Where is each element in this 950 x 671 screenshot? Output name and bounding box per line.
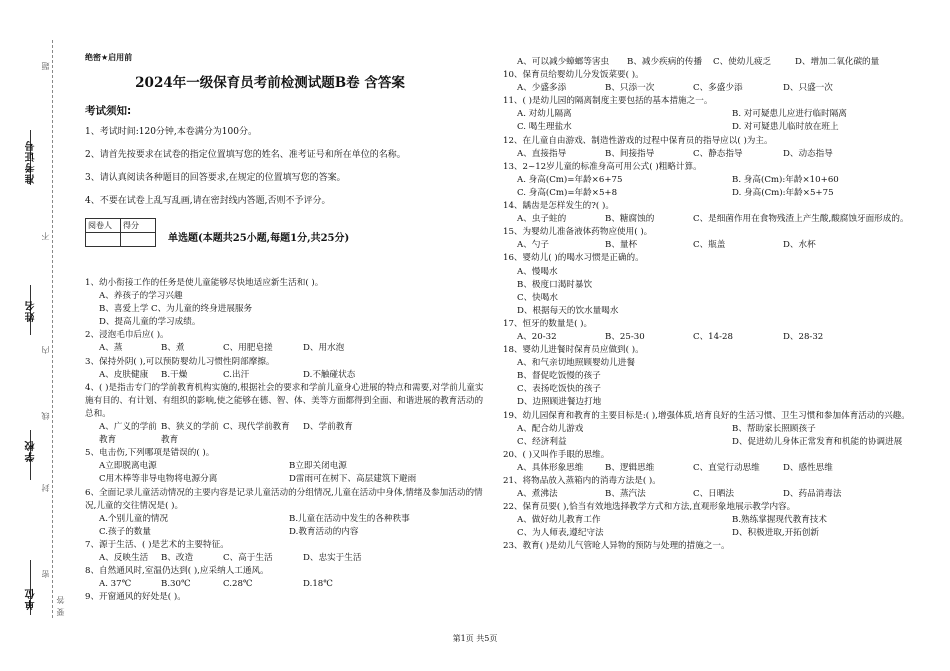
notice-item: 3、请认真阅读各种题目的回答要求,在规定的位置填写您的答案。 — [85, 173, 346, 183]
question-text: 15、为婴幼儿准备液体药物应使用( )。 — [503, 227, 653, 238]
answer-row — [85, 552, 485, 565]
answer-row — [503, 423, 923, 436]
answer-option[interactable]: D、促进幼儿身体正常发育和机能的协调进展 — [732, 436, 903, 447]
question-text: 14、龋齿是怎样发生的?( )。 — [503, 201, 614, 212]
answer-row — [85, 460, 485, 473]
question-item — [503, 501, 923, 540]
answer-row — [85, 473, 485, 486]
answer-option[interactable]: D、用水泡 — [303, 343, 345, 354]
grader-label: 阅卷人 — [86, 219, 121, 233]
answer-option[interactable]: B、间接指导 — [605, 148, 655, 159]
answer-option[interactable]: C、静态指导 — [693, 148, 743, 159]
answer-option[interactable]: A. 37℃ — [99, 579, 132, 590]
secret-mark: 绝密★启用前 — [85, 53, 133, 62]
question-item — [503, 161, 923, 200]
answer-row — [503, 213, 923, 226]
question-item — [503, 318, 923, 344]
notice-item: 2、请首先按要求在试卷的指定位置填写您的姓名、准考证号和所在单位的名称。 — [85, 150, 406, 160]
question-text: 3、保持外阴( ),可以预防婴幼儿习惯性阴部摩擦。 — [85, 356, 275, 367]
answer-option[interactable]: B、煮 — [161, 343, 185, 354]
answer-option[interactable]: D. 对可疑患儿临时放在班上 — [732, 122, 839, 133]
seal-mark: 封 — [41, 484, 50, 492]
right-column — [503, 52, 923, 554]
notice-item: 1、考试时间:120分钟,本卷满分为100分。 — [85, 127, 257, 137]
answer-row — [503, 174, 923, 187]
seal-mark: 内 — [41, 346, 50, 354]
answer-option[interactable]: A、可以减少蟑螂等害虫 — [517, 57, 610, 67]
answer-option[interactable]: C.28℃ — [223, 579, 253, 590]
answer-option[interactable]: A、蒸 — [99, 343, 123, 354]
answer-option[interactable]: A.个别儿童的情况 — [99, 513, 169, 524]
answer-option[interactable]: A、配合幼儿游戏 — [517, 423, 584, 434]
page-footer: 第1页 共5页 — [452, 634, 498, 643]
answer-option[interactable]: D、感性思维 — [783, 462, 833, 473]
answer-option[interactable]: B、减少疾病的传播 — [627, 57, 703, 67]
answer-option[interactable]: B.熟练掌握现代教育技术 — [732, 515, 827, 526]
answer-option[interactable]: D、积极进取,开拓创新 — [732, 528, 819, 539]
answer-row — [85, 369, 485, 382]
question-item — [503, 475, 923, 501]
answer-option[interactable]: C、14-28 — [693, 331, 733, 342]
answer-option[interactable]: C.孩子的数量 — [99, 526, 151, 537]
answer-option[interactable]: C、多盛少添 — [693, 83, 743, 94]
answer-option[interactable]: B、只添一次 — [605, 83, 655, 94]
name-label: 姓名 — [26, 300, 37, 322]
answer-row — [85, 526, 485, 539]
binding-margin — [0, 0, 76, 671]
answer-row — [503, 488, 923, 501]
question-item — [503, 344, 923, 409]
answer-option[interactable]: C、高于生活 — [223, 552, 273, 563]
question-item — [85, 277, 485, 329]
question-text: 6、全面记录儿童活动情况的主要内容是记录儿童活动的分组情况,儿童在活动中身体,情绪及参加活动的情况,儿童的交往情况是( )。 — [85, 487, 483, 511]
answer-option[interactable]: B.30℃ — [161, 579, 191, 590]
question-text: 5、电击伤,下列哪项是错误的( )。 — [85, 448, 215, 459]
question-item — [503, 252, 923, 317]
question-text: 13、2~12岁儿童的标准身高可用公式( )粗略计算。 — [503, 161, 702, 172]
answer-option[interactable]: C、用肥皂搓 — [223, 343, 273, 354]
score-cell[interactable] — [121, 233, 156, 247]
answer-option[interactable]: D、边照顾进餐边打地 — [517, 397, 602, 408]
page-title: 2024年一级保育员考前检测试题B卷 含答案 — [135, 75, 405, 91]
answer-option[interactable]: A立即脱离电源 — [99, 461, 157, 472]
answer-option[interactable]: D、提高儿童的学习成绩。 — [99, 317, 201, 328]
answer-option[interactable]: A. 身高(Cm)=年龄×6+75 — [517, 174, 623, 185]
answer-row — [503, 527, 923, 540]
question-text: 23、教育( )是幼儿气管呛人异物的预防与处理的措施之一。 — [503, 541, 730, 552]
answer-row — [503, 121, 923, 134]
answer-row — [503, 331, 923, 344]
question-item — [503, 95, 923, 134]
answer-row — [503, 514, 923, 527]
answer-option[interactable]: B.干燥 — [161, 369, 188, 380]
answer-option[interactable]: C、是细菌作用在食物残渣上产生酸,酸腐蚀牙面形成的。 — [693, 214, 909, 225]
question-item — [85, 539, 485, 565]
answer-option[interactable]: A、虫子蛀的 — [517, 214, 567, 225]
answer-option[interactable]: C、瓶盖 — [693, 240, 726, 251]
answer-option[interactable]: C、现代学前教育 — [223, 422, 290, 433]
answer-row — [85, 342, 485, 355]
answer-option[interactable]: A、具体形象思维 — [517, 462, 584, 473]
left-column — [85, 52, 485, 604]
answer-option[interactable]: C.出汗 — [223, 369, 250, 380]
answer-option[interactable]: D、动态指导 — [783, 148, 833, 159]
question-text: 21、将物品放入蒸箱内的消毒方法是( )。 — [503, 476, 661, 486]
question-item — [503, 410, 923, 449]
answer-option[interactable]: A、皮肤健康 — [99, 369, 149, 380]
answer-row — [85, 513, 485, 526]
answer-row — [503, 108, 923, 121]
question-item — [503, 449, 923, 475]
answer-option[interactable]: B、改造 — [161, 552, 194, 563]
answer-option[interactable]: A、勺子 — [517, 240, 549, 251]
question-item — [85, 591, 485, 604]
question-text: 11、( )是幼儿园的隔离制度主要包括的基本措施之一。 — [503, 96, 713, 107]
answer-option[interactable]: D.教育活动的内容 — [289, 526, 359, 537]
answer-option[interactable]: A、煮沸法 — [517, 489, 558, 500]
question-text: 22、保育员要( ),恰当有效地选择教学方式和方法,直观形象地展示教学内容。 — [503, 502, 796, 513]
question-text: 4、( )是指击专门的学前教育机构实施的,根据社会的要求和学前儿童身心进展的特点和需要,对学前儿童实施有目的、有计划、有组织的影响,使之能够在德、智、体、美等方面都得到全面、和谐进展的教育活动的总和。 — [85, 382, 484, 419]
answer-option[interactable]: B、逻辑思维 — [605, 462, 655, 473]
answer-option[interactable]: B、极度口渴时暴饮 — [517, 279, 593, 290]
answer-option[interactable]: B、蒸汽法 — [605, 489, 646, 500]
answer-row — [503, 148, 923, 161]
answer-option[interactable]: B、量杯 — [605, 240, 638, 251]
answer-option[interactable]: B、25-30 — [605, 331, 645, 342]
question-item — [503, 226, 923, 252]
answer-option[interactable]: C、表扬吃饭快的孩子 — [517, 384, 601, 395]
answer-row — [85, 578, 485, 591]
answer-option[interactable]: B.儿童在活动中发生的各种秩事 — [289, 513, 410, 524]
answer-option[interactable]: D、增加二氧化碳的量 — [795, 57, 880, 67]
score-table — [85, 218, 156, 247]
answer-option[interactable]: C. 身高(Cm)=年龄×5+8 — [517, 187, 618, 198]
seal-line — [52, 40, 53, 618]
answer-option[interactable]: A、养孩子的学习兴趣 — [99, 291, 183, 302]
answer-option[interactable]: D. 身高(Cm):年龄×5+75 — [732, 187, 834, 198]
answer-option[interactable]: B、狭义的学前教育 — [161, 422, 219, 446]
answer-option[interactable]: B、喜爱上学 C、为儿童的终身进展服务 — [99, 304, 253, 315]
section-title: 单选题(本题共25小题,每题1分,共25分) — [168, 233, 350, 244]
seal-mark: 题 — [41, 62, 50, 70]
seal-mark: 线 — [41, 412, 50, 420]
answer-option[interactable]: B立即关闭电源 — [289, 461, 347, 472]
question-item — [85, 382, 485, 447]
answer-row — [503, 239, 923, 252]
answer-option[interactable]: A、直接指导 — [517, 148, 567, 159]
seal-mark: 要 — [56, 608, 65, 616]
question-item — [85, 447, 485, 486]
school-label: 学校 — [26, 440, 37, 462]
answer-option[interactable]: A、做好幼儿教育工作 — [517, 515, 601, 526]
question-item — [503, 200, 923, 226]
question-item — [503, 540, 923, 553]
score-label: 得分 — [121, 219, 156, 233]
question-text: 1、幼小衔接工作的任务是使儿童能够尽快地适应新生活和( )。 — [85, 278, 324, 288]
answer-option[interactable]: D、28-32 — [783, 331, 824, 342]
question-item — [85, 329, 485, 355]
question-text: 10、保育员给婴幼儿分发饭菜要( )。 — [503, 70, 644, 81]
answer-option[interactable]: B、糖腐蚀的 — [605, 214, 655, 225]
answer-row — [503, 82, 923, 95]
answer-option[interactable]: A、慢喝水 — [517, 266, 558, 277]
answer-option[interactable]: C、日晒法 — [693, 489, 734, 500]
answer-row — [85, 421, 485, 447]
answer-row — [503, 187, 923, 200]
seal-mark: 不 — [41, 232, 50, 240]
answer-option[interactable]: A、少盛多添 — [517, 83, 567, 94]
question-list-left — [85, 277, 485, 604]
answer-option[interactable]: D.不触碰状态 — [303, 369, 356, 380]
question-text: 2、浸泡毛巾后应( )。 — [85, 330, 169, 341]
answer-option[interactable]: C、为人师表,遵纪守法 — [517, 528, 604, 539]
answer-option[interactable]: B、帮助家长照顾孩子 — [732, 423, 816, 434]
answer-option[interactable]: C、直觉行动思维 — [693, 462, 760, 473]
answer-option[interactable]: C、经济利益 — [517, 436, 567, 447]
question-text: 18、婴幼儿进餐时保育员应做到( )。 — [503, 345, 644, 356]
answer-option[interactable]: D、忠实于生活 — [303, 552, 362, 563]
question-text: 16、婴幼儿( )的喝水习惯是正确的。 — [503, 253, 644, 264]
question-text: 17、恒牙的数量是( )。 — [503, 318, 593, 329]
seal-mark: 答 — [56, 596, 65, 604]
question-item — [85, 565, 485, 591]
question-text: 19、幼儿园保育和教育的主要目标是:( ),增强体质,培育良好的生活习惯、卫生习惯和参加体育活动的兴趣。 — [503, 410, 910, 421]
seal-mark: 密 — [41, 570, 50, 578]
exam-no-label: 准考证号 — [26, 140, 37, 184]
answer-option[interactable]: A、反映生活 — [99, 552, 149, 563]
question-text: 7、源于生活、( )是艺术的主要特征。 — [85, 539, 229, 550]
question-text: 8、自然通风时,室温仍达到( ),应采纳人工通风。 — [85, 566, 269, 577]
question-item — [503, 69, 923, 95]
answer-option[interactable]: C、使幼儿疲乏 — [713, 57, 772, 67]
question-item — [85, 356, 485, 382]
answer-row — [503, 462, 923, 475]
answer-row — [503, 56, 923, 69]
answer-option[interactable]: D、学前教育 — [303, 422, 353, 433]
answer-option[interactable]: C、快喝水 — [517, 292, 558, 303]
answer-option[interactable]: D雷雨可在树下、高层建筑下避雨 — [289, 474, 417, 485]
answer-option[interactable]: D、水杯 — [783, 240, 816, 251]
answer-option[interactable]: B、督促吃饭慢的孩子 — [517, 371, 601, 382]
answer-option[interactable]: D、根据每天的饮水量喝水 — [517, 305, 619, 316]
answer-option[interactable]: A、20-32 — [517, 331, 557, 342]
answer-option[interactable]: B. 对可疑患儿应进行临时隔离 — [732, 109, 847, 120]
answer-row — [503, 436, 923, 449]
answer-option[interactable]: A、和气亲切地照顾婴幼儿进餐 — [517, 358, 635, 369]
question-item — [85, 487, 485, 539]
question-item — [503, 135, 923, 161]
answer-option[interactable]: C. 喝生理盐水 — [517, 122, 572, 133]
question-text: 9、开窗通风的好处是( )。 — [85, 592, 186, 603]
question-list-right — [503, 56, 923, 554]
answer-option[interactable]: C用木棒等非导电物将电源分离 — [99, 474, 218, 485]
answer-option[interactable]: B. 身高(Cm):年龄×10+60 — [732, 174, 839, 185]
grader-cell[interactable] — [86, 233, 121, 247]
answer-option[interactable]: D、药品消毒法 — [783, 489, 842, 500]
notice-item: 4、不要在试卷上乱写乱画,请在密封线内答题,否则不予评分。 — [85, 196, 331, 206]
answer-option[interactable]: D、只盛一次 — [783, 83, 833, 94]
answer-option[interactable]: A. 对幼儿隔离 — [517, 109, 572, 120]
question-item — [503, 56, 923, 69]
question-text: 12、在儿童自由游戏、制造性游戏的过程中保育员的指导应以( )为主。 — [503, 135, 773, 146]
notice-heading: 考试须知: — [85, 105, 132, 117]
unit-label: 单位 — [26, 588, 37, 610]
question-text: 20、( )又叫作手眼的思维。 — [503, 449, 610, 460]
answer-option[interactable]: A、广义的学前教育 — [99, 422, 157, 446]
answer-option[interactable]: D.18℃ — [303, 579, 333, 590]
score-area — [85, 218, 485, 247]
